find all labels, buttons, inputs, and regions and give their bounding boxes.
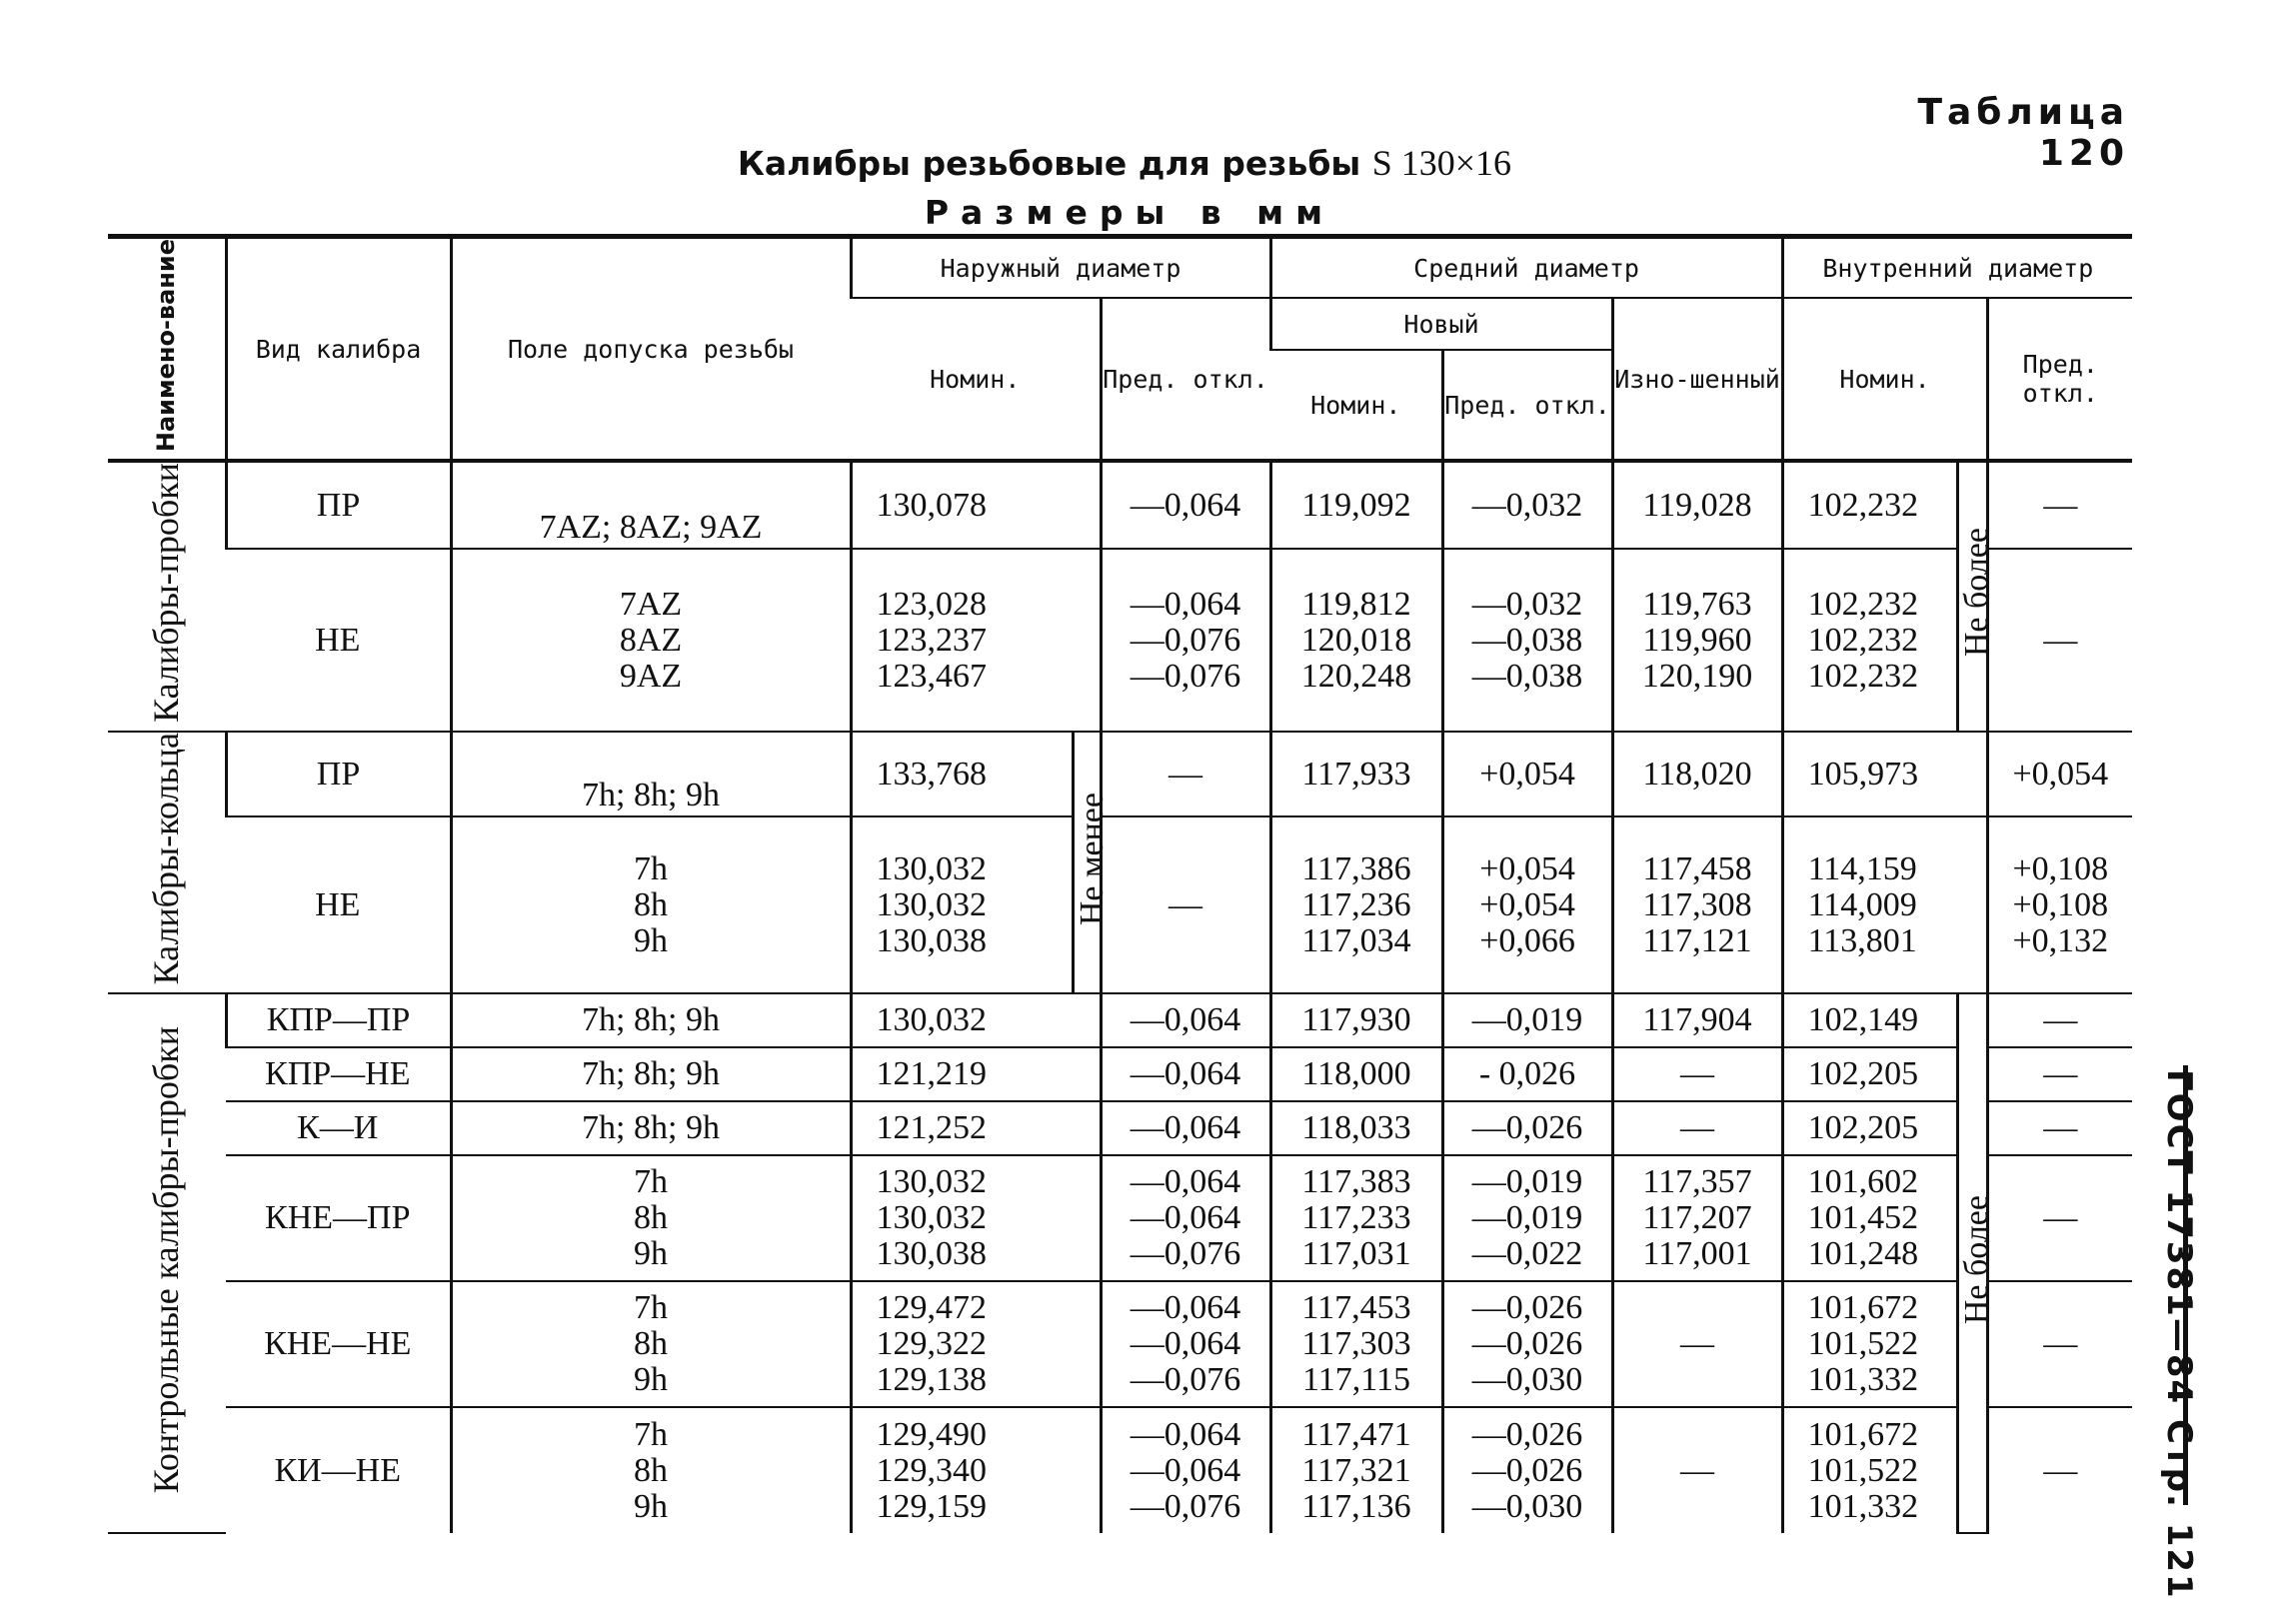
pd-worn: 118,020 <box>1612 732 1782 816</box>
od-nominal: 130,032 <box>851 993 1101 1047</box>
pd-worn: — <box>1612 1407 1782 1533</box>
tolerance-field: 7h; 8h; 9h <box>451 732 851 816</box>
table-row <box>108 816 2132 993</box>
pd-deviation: - 0,026 <box>1442 1047 1612 1101</box>
pd-nominal: 117,386 117,236 117,034 <box>1270 816 1442 993</box>
pd-worn: 119,763 119,960 120,190 <box>1612 549 1782 732</box>
table-header <box>108 237 2132 462</box>
pd-nominal: 118,000 <box>1270 1047 1442 1101</box>
title-text: Калибры резьбовые для резьбы <box>737 144 1361 183</box>
pd-deviation: —0,019 —0,019 —0,022 <box>1442 1155 1612 1281</box>
pd-worn: 117,458 117,308 117,121 <box>1612 816 1782 993</box>
note-not-more: Не более <box>1957 993 1987 1533</box>
id-nominal: 102,232 <box>1782 461 1957 549</box>
id-nominal: 102,205 <box>1782 1101 1957 1155</box>
od-nominal: 129,490 129,340 129,159 <box>851 1407 1101 1533</box>
table-row <box>108 1047 2132 1101</box>
tolerance-field: 7h 8h 9h <box>451 1407 851 1533</box>
group-plug-gauges: Калибры-пробки <box>108 461 226 732</box>
margin-standard-ref: ГОСТ 17381—84 Стр. 121 <box>2159 1069 2199 1600</box>
pd-deviation: —0,026 —0,026 —0,030 <box>1442 1281 1612 1407</box>
id-nominal: 102,232 102,232 102,232 <box>1782 549 1957 732</box>
id-nominal: 105,973 <box>1782 732 1987 816</box>
od-deviation: — <box>1101 732 1270 816</box>
pd-deviation: —0,032 —0,038 —0,038 <box>1442 549 1612 732</box>
od-deviation: —0,064 <box>1101 993 1270 1047</box>
id-nominal: 101,672 101,522 101,332 <box>1782 1281 1957 1407</box>
tolerance-field: 7h; 8h; 9h <box>451 1047 851 1101</box>
od-nominal-header: Номин. <box>851 298 1101 461</box>
pd-nominal: 117,383 117,233 117,031 <box>1270 1155 1442 1281</box>
id-deviation: +0,054 <box>1987 732 2132 816</box>
gauge-type: ПР <box>226 461 451 549</box>
gauge-type: КПР—НЕ <box>226 1047 451 1101</box>
pd-worn: — <box>1612 1101 1782 1155</box>
table-row <box>108 1281 2132 1407</box>
gauge-type: КНЕ—ПР <box>226 1155 451 1281</box>
tolerance-field: 7AZ 8AZ 9AZ <box>451 549 851 732</box>
od-nominal: 129,472 129,322 129,138 <box>851 1281 1101 1407</box>
id-deviation: — <box>1987 1101 2132 1155</box>
id-deviation: — <box>1987 1281 2132 1407</box>
col-tolerance-header: Поле допуска резьбы <box>451 237 851 462</box>
table-row <box>108 1155 2132 1281</box>
od-nominal: 121,252 <box>851 1101 1101 1155</box>
pd-deviation: +0,054 +0,054 +0,066 <box>1442 816 1612 993</box>
gauge-type: КНЕ—НЕ <box>226 1281 451 1407</box>
pd-nominal: 117,933 <box>1270 732 1442 816</box>
pd-nominal: 117,471 117,321 117,136 <box>1270 1407 1442 1533</box>
thread-designation: S 130×16 <box>1371 143 1512 183</box>
pd-worn: — <box>1612 1281 1782 1407</box>
table-number: Таблица 120 <box>1917 92 2129 174</box>
table-row <box>108 1101 2132 1155</box>
pd-new-header: Новый <box>1270 298 1612 350</box>
od-deviation: —0,064 <box>1101 461 1270 549</box>
id-deviation: — <box>1987 1407 2132 1533</box>
pd-nominal: 119,092 <box>1270 461 1442 549</box>
col-inner-diameter-header: Внутренний диаметр <box>1782 237 2132 299</box>
gauge-type: КИ—НЕ <box>274 1451 402 1489</box>
od-deviation: —0,064 —0,076 —0,076 <box>1101 549 1270 732</box>
pd-deviation: —0,026 <box>1442 1101 1612 1155</box>
pd-worn: 119,028 <box>1612 461 1782 549</box>
table-row <box>108 732 2132 816</box>
pd-nominal: 117,453 117,303 117,115 <box>1270 1281 1442 1407</box>
table-row <box>108 549 2132 732</box>
id-deviation: — <box>1987 1155 2132 1281</box>
id-deviation: — <box>1987 461 2132 549</box>
od-nominal: 133,768 <box>851 732 1073 816</box>
od-deviation: —0,064 <box>1101 1047 1270 1101</box>
pd-nominal: 117,930 <box>1270 993 1442 1047</box>
col-outer-diameter-header: Наружный диаметр <box>851 237 1270 299</box>
pd-worn-header: Изно-шенный <box>1612 298 1782 461</box>
tolerance-field: 7h; 8h; 9h <box>451 1101 851 1155</box>
tolerance-field: 7h; 8h; 9h <box>451 993 851 1047</box>
od-deviation: —0,064 <box>1101 1101 1270 1155</box>
pd-deviation: +0,054 <box>1442 732 1612 816</box>
od-deviation: —0,064 —0,064 —0,076 <box>1101 1281 1270 1407</box>
id-deviation-header: Пред. откл. <box>1987 298 2132 461</box>
units-subtitle: Размеры в мм <box>924 193 1335 232</box>
od-nominal: 121,219 <box>851 1047 1101 1101</box>
pd-deviation: —0,026 —0,026 —0,030 <box>1442 1407 1612 1533</box>
gauge-type: КПР—ПР <box>226 993 451 1047</box>
group-ring-gauges: Калибры-кольца <box>108 732 226 993</box>
od-deviation: —0,064 —0,064 —0,076 <box>1101 1407 1270 1533</box>
id-nominal: 102,205 <box>1782 1047 1957 1101</box>
pd-worn: 117,904 <box>1612 993 1782 1047</box>
col-name-header: Наимено-вание <box>108 237 226 462</box>
id-deviation: +0,108 +0,108 +0,132 <box>1987 816 2132 993</box>
od-deviation: —0,064 —0,064 —0,076 <box>1101 1155 1270 1281</box>
pd-nominal: 119,812 120,018 120,248 <box>1270 549 1442 732</box>
table-row <box>108 993 2132 1047</box>
od-deviation-header: Пред. откл. <box>1101 298 1270 461</box>
table-row <box>108 1407 2132 1533</box>
pd-worn: — <box>1612 1047 1782 1101</box>
gauge-type: НЕ <box>226 549 451 732</box>
pd-deviation-header: Пред. откл. <box>1442 350 1612 461</box>
gauge-type: НЕ <box>226 816 451 993</box>
table-title <box>700 142 1549 184</box>
col-gauge-type-header: Вид калибра <box>226 237 451 462</box>
note-not-more: Не более <box>1957 461 1987 732</box>
tolerance-field: 7h 8h 9h <box>451 1281 851 1407</box>
pd-deviation: —0,019 <box>1442 993 1612 1047</box>
id-nominal-header: Номин. <box>1782 298 1987 461</box>
od-deviation: — <box>1101 816 1270 993</box>
id-deviation: — <box>1987 1047 2132 1101</box>
table-body <box>108 461 2132 1533</box>
pd-nominal: 118,033 <box>1270 1101 1442 1155</box>
group-control-plug-gauges: Контрольные калибры-пробки <box>108 993 226 1533</box>
id-nominal: 114,159 114,009 113,801 <box>1782 816 1987 993</box>
id-nominal: 101,602 101,452 101,248 <box>1782 1155 1957 1281</box>
gauge-type: К—И <box>226 1101 451 1155</box>
id-nominal: 101,672 101,522 101,332 <box>1782 1407 1957 1533</box>
id-deviation: — <box>1987 993 2132 1047</box>
od-nominal: 130,032 130,032 130,038 <box>851 816 1073 993</box>
pd-nominal-header: Номин. <box>1310 390 1401 420</box>
tolerance-field: 7h 8h 9h <box>451 1155 851 1281</box>
od-nominal: 130,078 <box>851 461 1101 549</box>
tolerance-field: 7h 8h 9h <box>451 816 851 993</box>
tolerance-field: 7AZ; 8AZ; 9AZ <box>451 461 851 549</box>
table-row <box>108 461 2132 549</box>
note-not-less: Не менее <box>1073 732 1101 993</box>
pd-deviation: —0,032 <box>1442 461 1612 549</box>
gauge-table <box>108 234 2132 1534</box>
id-deviation: — <box>1987 549 2132 732</box>
gauge-type: ПР <box>226 732 451 816</box>
pd-worn: 117,357 117,207 117,001 <box>1612 1155 1782 1281</box>
od-nominal: 123,028 123,237 123,467 <box>851 549 1101 732</box>
id-nominal: 102,149 <box>1782 993 1957 1047</box>
col-pitch-diameter-header: Средний диаметр <box>1270 237 1782 299</box>
od-nominal: 130,032 130,032 130,038 <box>851 1155 1101 1281</box>
